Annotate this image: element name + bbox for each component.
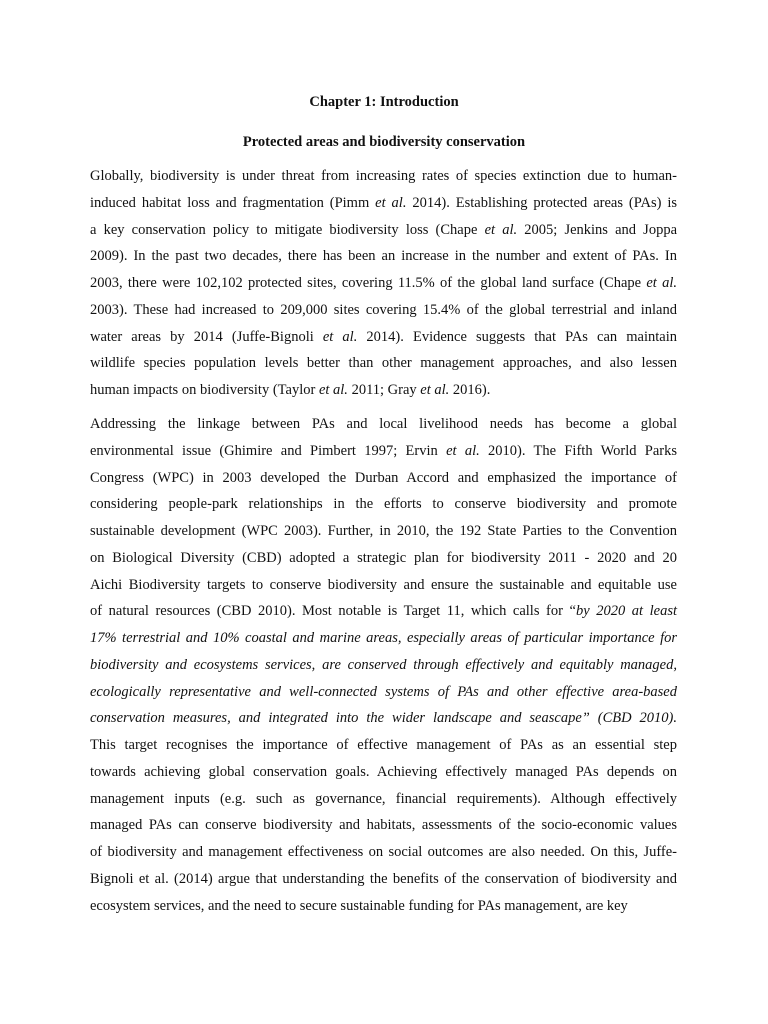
text-run: 2003). These had increased to 209,000 sites covering 15.4% of the global terrestrial and inland — [90, 301, 677, 318]
text-line — [90, 438, 677, 465]
text-line — [90, 812, 677, 839]
text-run: Congress (WPC) in 2003 developed the Durban Accord and emphasized the importance of — [90, 469, 677, 486]
text-run: water areas by 2014 (Juffe-Bignoli — [90, 328, 323, 345]
chapter-title: Chapter 1: Introduction — [309, 94, 459, 110]
italic-text: et al. — [446, 442, 480, 459]
text-run: environmental issue (Ghimire and Pimbert 1997; Ervin — [90, 442, 447, 459]
italic-text: et al. — [420, 382, 450, 398]
text-line — [90, 297, 677, 324]
text-run: 2016). — [449, 382, 491, 398]
text-line — [90, 652, 677, 679]
text-line — [90, 324, 677, 351]
italic-text: et al. — [646, 275, 677, 291]
italic-text: et al. — [322, 328, 358, 345]
text-run: 2003, there were 102,102 protected sites, covering 11.5% of the global land surface (Chape — [90, 275, 647, 291]
italic-text: et al. — [484, 221, 518, 238]
text-run: Bignoli et al. (2014) argue that understanding the benefits of the conservation of biodiversity and — [90, 870, 677, 887]
text-run: 2005; Jenkins and Joppa — [517, 221, 678, 238]
text-run: 2011; Gray — [347, 382, 421, 398]
italic-text: et al. — [375, 194, 407, 211]
text-line — [90, 786, 677, 813]
text-run: management inputs (e.g. such as governance, financial requirements). Although effectively — [90, 790, 677, 807]
italic-text: biodiversity and ecosystems services, are conserved through effectively and equitably managed, — [90, 656, 677, 673]
text-run: on Biological Diversity (CBD) adopted a strategic plan for biodiversity 2011 - 2020 and 20 — [90, 549, 677, 566]
text-run: towards achieving global conservation goals. Achieving effectively managed PAs depends on — [90, 763, 677, 780]
text-run: ecosystem services, and the need to secure sustainable funding for PAs management, are key — [90, 897, 628, 914]
text-run: 2014). Evidence suggests that PAs can maintain — [357, 328, 677, 345]
text-run: 2010). The Fifth World Parks — [479, 442, 678, 459]
text-run: This target recognises the importance of effective management of PAs as an essential step — [90, 737, 677, 753]
text-line — [90, 190, 677, 217]
text-line — [90, 839, 677, 866]
text-line — [90, 759, 677, 786]
italic-text: by 2020 at least — [575, 603, 677, 620]
text-line — [90, 491, 677, 518]
italic-text: ecologically representative and well-connected systems of PAs and other effective area-based — [90, 683, 677, 700]
text-line — [90, 411, 677, 438]
text-run: Aichi Biodiversity targets to conserve biodiversity and ensure the sustainable and equitable use — [90, 576, 677, 593]
italic-text: 17% terrestrial and 10% coastal and marine areas, especially areas of particular importance for — [90, 630, 677, 646]
text-run: 2009). In the past two decades, there has been an increase in the number and extent of PAs. In — [90, 248, 677, 265]
text-run: of biodiversity and management effectiveness on social outcomes are also needed. On this, Juffe- — [90, 844, 677, 860]
text-line — [90, 705, 677, 732]
text-line — [90, 866, 677, 893]
section-title: Protected areas and biodiversity conservation — [242, 134, 526, 150]
text-run: a key conservation policy to mitigate biodiversity loss (Chape — [90, 221, 485, 238]
text-line — [90, 625, 677, 652]
paragraph — [90, 411, 677, 919]
text-run: sustainable development (WPC 2003). Further, in 2010, the 192 State Parties to the Convention — [90, 523, 677, 539]
text-line — [90, 732, 677, 759]
text-run: 2014). Establishing protected areas (PAs) is — [406, 194, 678, 211]
text-line — [90, 270, 677, 297]
text-line — [90, 893, 677, 920]
text-run: induced habitat loss and fragmentation (Pimm — [90, 194, 376, 211]
text-line — [90, 163, 677, 190]
text-run: considering people-park relationships in the efforts to conserve biodiversity and promote — [90, 496, 677, 513]
text-run: managed PAs can conserve biodiversity and habitats, assessments of the socio-economic values — [90, 817, 677, 834]
text-line — [90, 217, 677, 244]
text-run: of natural resources (CBD 2010). Most notable is Target 11, which calls for “ — [90, 603, 576, 620]
text-line — [90, 465, 677, 492]
text-run: human impacts on biodiversity (Taylor — [90, 382, 319, 398]
text-line — [90, 545, 677, 572]
text-line — [90, 598, 677, 625]
text-line — [90, 518, 677, 545]
paragraph — [90, 163, 677, 404]
text-run: Globally, biodiversity is under threat from increasing rates of species extinction due to human- — [90, 168, 677, 184]
text-run: wildlife species population levels better than other management approaches, and also lessen — [90, 355, 677, 372]
text-line — [90, 243, 677, 270]
text-line — [90, 377, 677, 404]
text-line — [90, 572, 677, 599]
italic-text: et al. — [318, 382, 348, 398]
italic-text: conservation measures, and integrated into the wider landscape and seascape” (CBD 2010). — [90, 710, 677, 727]
text-line — [90, 679, 677, 706]
text-line — [90, 350, 677, 377]
text-run: Addressing the linkage between PAs and local livelihood needs has become a global — [90, 416, 677, 432]
